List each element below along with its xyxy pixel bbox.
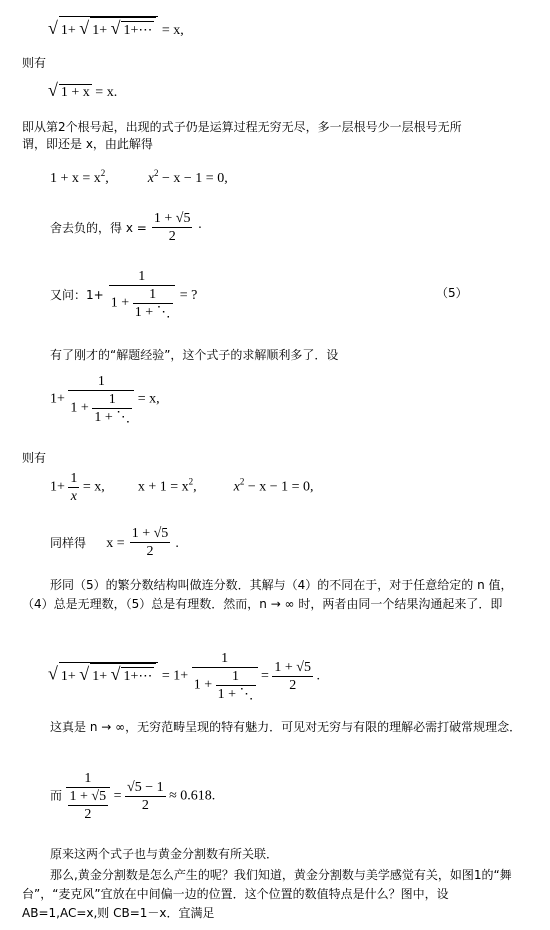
lead-term: 1+ (50, 391, 65, 407)
inner-numerator: 1 (108, 392, 116, 407)
fraction-denominator: 2 (146, 544, 154, 559)
radicand: 1 + x (60, 85, 90, 100)
inner-term: 1 + (70, 400, 89, 416)
inner-denominator: 1 + ⋱ (217, 687, 254, 702)
fraction-numerator: 1 (221, 651, 229, 666)
period: · (197, 221, 203, 236)
exponent: 2 (154, 168, 159, 178)
fraction-denominator: 2 (168, 229, 176, 244)
eq-mid: x + 1 = x (137, 479, 189, 495)
paragraph-line: 原来这两个式子也与黄金分割数有所关联． (50, 847, 279, 861)
eq-last: − x − 1 = 0, (247, 479, 314, 495)
discard-negative (50, 210, 202, 245)
period: . (175, 536, 179, 551)
fraction-numerator: 1 + √5 (153, 211, 191, 226)
fraction-denominator: 2 (289, 678, 297, 693)
fraction-numerator: 1 (97, 374, 105, 389)
fraction-denominator: x (70, 489, 78, 504)
same-lhs: x = (106, 536, 125, 551)
exponent: 2 (100, 168, 106, 178)
nested-radical-equation: √ 1+ √ 1+ √ 1+⋯ = x, (48, 18, 184, 38)
fraction-numerator: 1 + √5 (131, 526, 169, 541)
then-label-1: 则有 (22, 56, 47, 70)
inner-term: 1 + (193, 677, 213, 693)
comma: , (105, 171, 109, 186)
paragraph-line: 有了刚才的“解题经验”，这个式子的求解顺利多了．设 (50, 348, 339, 362)
inner-denominator: 2 (84, 807, 92, 822)
then-label-2: 则有 (22, 451, 47, 465)
question-rhs: = ? (179, 288, 198, 303)
paragraph-line: 谓，即还是 x，由此解得 (22, 137, 153, 151)
fraction-denominator: 2 (141, 798, 149, 813)
discard-text: 舍去负的，得 x = (50, 221, 147, 235)
eq-right: − x − 1 = 0, (162, 171, 228, 186)
radical-inner: 1+⋯ (123, 23, 153, 38)
same-text: 同样得 (50, 536, 87, 550)
var-x: x (147, 171, 155, 186)
continued-fraction-eq (50, 373, 160, 426)
fraction-numerator: 1 + √5 (274, 660, 311, 675)
equals-one-plus: = 1+ (161, 668, 189, 684)
paragraph-line: 即从第2个根号起，出现的式子仍是运算过程无穷无尽，多一层根号少一层根号无所 (22, 120, 462, 134)
fraction-numerator: √5 − 1 (127, 780, 164, 795)
fraction-numerator: 1 (84, 771, 92, 786)
period: . (316, 668, 320, 684)
var-x: x (233, 479, 240, 495)
quadratic-equations (50, 168, 228, 187)
inner-denominator: 1 + ⋱ (134, 305, 171, 320)
inner-denominator: 1 + ⋱ (94, 410, 131, 425)
fraction-numerator: 1 (138, 269, 146, 284)
paragraph-continued-fraction: 形同（5）的繁分数结构叫做连分数．其解与（4）的不同在于，对于任意给定的 n 值，（4）总是无理数，（5）总是有理数．然而，n → ∞ 时，两者由同一个结果沟通起来了．即 (22, 578, 513, 611)
derived-equations (50, 470, 314, 505)
lead-term: 1+ (50, 479, 65, 495)
inner-numerator: 1 (149, 287, 157, 302)
continued-fraction-question (50, 268, 197, 321)
lead-text: 而 (50, 788, 63, 803)
equation-rhs: = x, (137, 391, 160, 407)
paragraph-infinity: 这真是 n → ∞，无穷范畴呈现的特有魅力．可见对无穷与有限的理解必需打破常规理念． (50, 720, 522, 734)
eq-rhs: = x, (82, 479, 105, 495)
sqrt-equation: √ 1 + x = x. (48, 80, 118, 100)
fraction-numerator: 1 (70, 471, 78, 486)
equation-tag-5: （5） (436, 286, 468, 300)
same-result (50, 525, 179, 560)
approx-value: ≈ 0.618. (169, 788, 216, 804)
equals: = (113, 788, 122, 804)
inner-term: 1 + (110, 295, 130, 311)
inner-numerator: 1 + √5 (69, 789, 107, 804)
paragraph-golden-ratio: 那么,黄金分割数是怎么产生的呢？我们知道，黄金分割数与美学感觉有关，如图1的“舞台”，“麦克风”宜放在中间偏一边的位置．这个位置的数值特点是什么？图中，设 AB=1,AC=x,则 CB=1－x．宜满足 (22, 868, 512, 920)
eq-left: 1 + x = x (50, 171, 101, 186)
equals: = (261, 668, 269, 684)
question-label: 又问：1+ (50, 288, 104, 302)
exponent: 2 (239, 476, 245, 487)
exponent: 2 (188, 476, 194, 487)
equation-rhs: = x, (161, 23, 184, 38)
golden-ratio-eq (50, 770, 215, 823)
comma: , (193, 479, 197, 495)
inner-numerator: 1 (232, 669, 240, 684)
limit-equality: √ 1+ √ 1+ √ 1+⋯ = 1+ 1 1 + $\frac{1}{1 + ⋱}$ = $\frac{1 + √5}{2}$ . (48, 651, 320, 702)
equation-rhs: = x. (95, 85, 118, 100)
